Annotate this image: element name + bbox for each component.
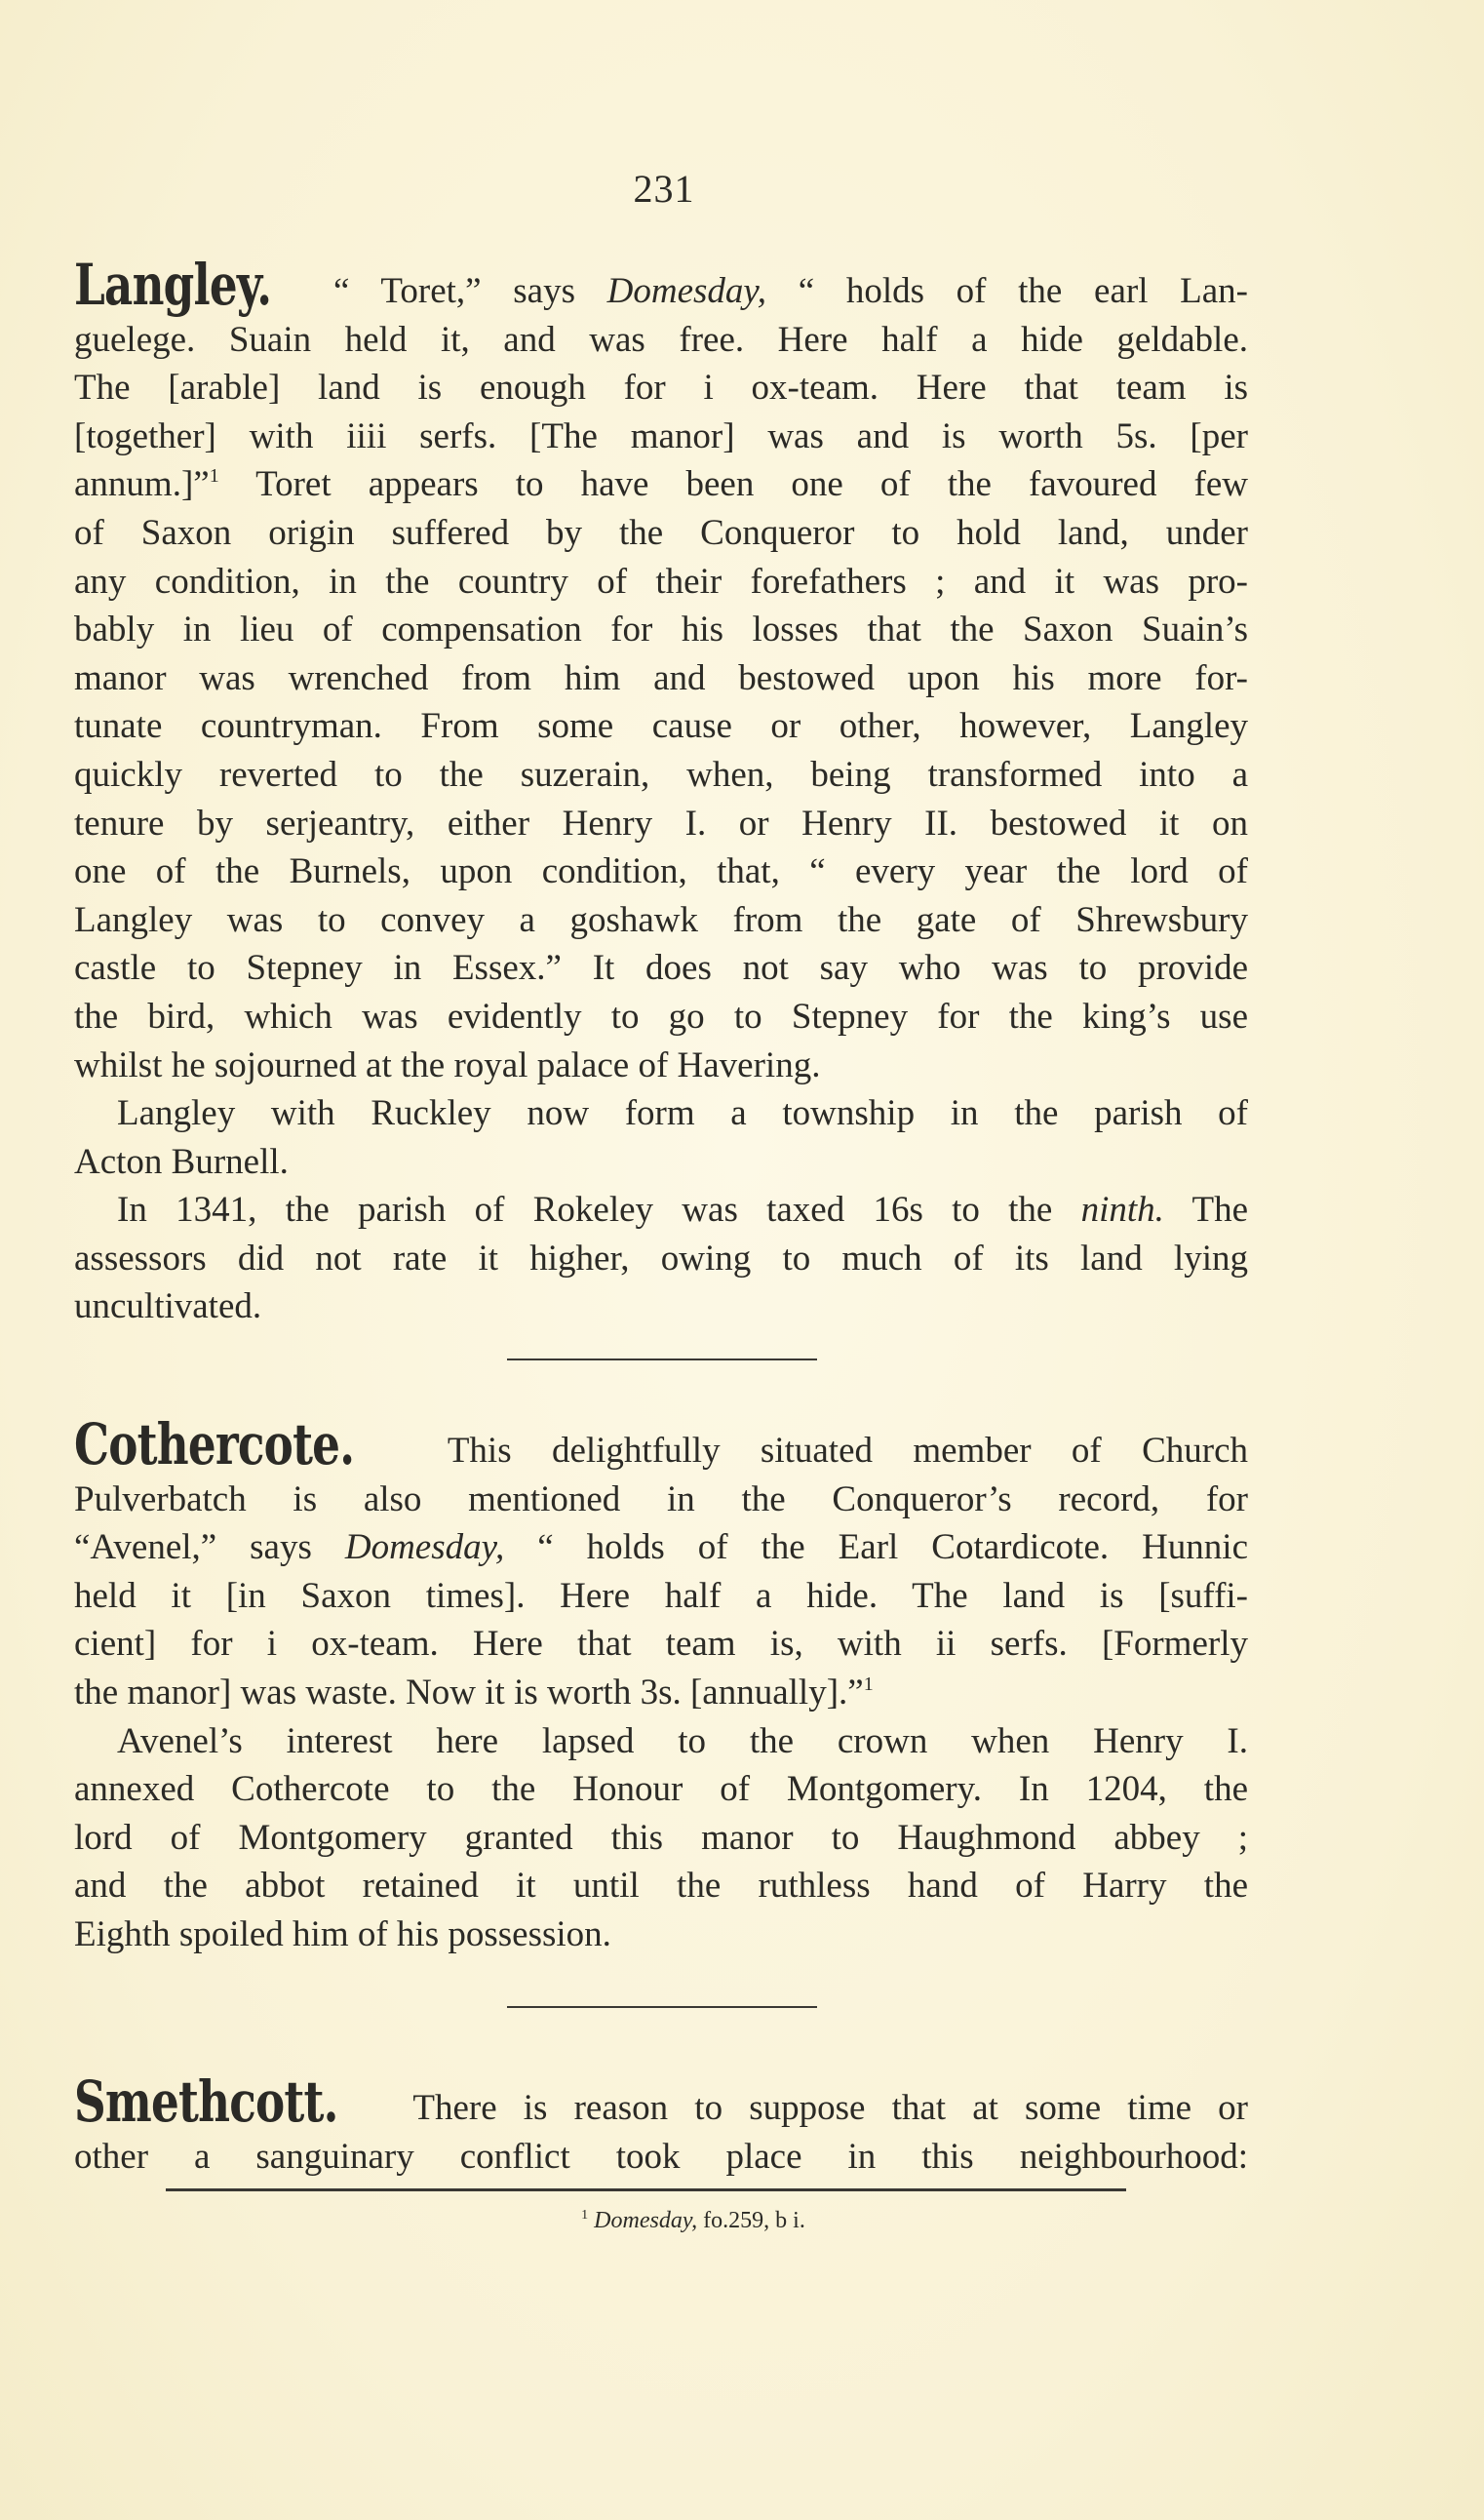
text-line: [together] with iiii serfs. [The manor] was and is worth 5s. [per bbox=[74, 415, 1248, 456]
section-heading-langley: Langley. bbox=[74, 252, 272, 318]
text-line: tenure by serjeantry, either Henry I. or Henry II. bestowed it on bbox=[74, 803, 1248, 844]
text-line: manor was wrenched from him and bestowed upon his more for- bbox=[74, 657, 1248, 698]
text-line: guelege. Suain held it, and was free. Here half a hide geldable. bbox=[74, 319, 1248, 360]
text-line: Acton Burnell. bbox=[74, 1141, 289, 1182]
section-smethcott bbox=[74, 2068, 1248, 2181]
text-line: Eighth spoiled him of his possession. bbox=[74, 1913, 611, 1954]
text-line: lord of Montgomery granted this manor to Haughmond abbey ; bbox=[74, 1817, 1248, 1858]
text-line: one of the Burnels, upon condition, that, “ every year the lord of bbox=[74, 851, 1248, 892]
section-cothercote bbox=[74, 1411, 1248, 1959]
footnote-marker: 1 bbox=[863, 1673, 874, 1695]
text-line: Pulverbatch is also mentioned in the Conqueror’s record, for bbox=[74, 1478, 1248, 1519]
text-line: annum.]”$^1$ Toret appears to have been one of the favoured few bbox=[74, 464, 1248, 505]
footnote: $^1$ Domesday, fo.259, b i. bbox=[581, 2208, 805, 2233]
text-line: “Avenel,” says Domesday, “ holds of the Earl Cotardicote. Hunnic bbox=[74, 1527, 1248, 1568]
text-line: and the abbot retained it until the ruthless hand of Harry the bbox=[74, 1866, 1248, 1907]
text-line: cient] for i ox-team. Here that team is, with ii serfs. [Formerly bbox=[74, 1624, 1248, 1665]
text-line: assessors did not rate it higher, owing to much of its land lying bbox=[74, 1238, 1248, 1279]
text-line: quickly reverted to the suzerain, when, being transformed into a bbox=[74, 754, 1248, 795]
text-line: held it [in Saxon times]. Here half a hide. The land is [suffi- bbox=[74, 1575, 1248, 1616]
text-line: tunate countryman. From some cause or other, however, Langley bbox=[74, 706, 1248, 747]
text-line: other a sanguinary conflict took place in this neighbourhood: bbox=[74, 2136, 1248, 2177]
text-line: Langley with Ruckley now form a township in the parish of bbox=[117, 1093, 1248, 1134]
section-heading-cothercote: Cothercote. bbox=[74, 1411, 355, 1477]
cothercote-line-1: Cothercote. This delightfully situated member of Church bbox=[74, 1411, 1248, 1477]
text-line: whilst he sojourned at the royal palace of Havering. bbox=[74, 1044, 821, 1085]
text-line: bably in lieu of compensation for his losses that the Saxon Suain’s bbox=[74, 610, 1248, 650]
text-line: uncultivated. bbox=[74, 1286, 262, 1327]
text-line: any condition, in the country of their forefathers ; and it was pro- bbox=[74, 561, 1248, 602]
text-line: The [arable] land is enough for i ox-team. Here that team is bbox=[74, 368, 1248, 409]
section-divider bbox=[507, 1358, 817, 1360]
section-divider bbox=[507, 2006, 817, 2008]
text-line: the bird, which was evidently to go to Stepney for the king’s use bbox=[74, 996, 1248, 1037]
smethcott-line-1: Smethcott. There is reason to suppose that at some time or bbox=[74, 2068, 1248, 2135]
text-line: annexed Cothercote to the Honour of Montgomery. In 1204, the bbox=[74, 1769, 1248, 1810]
text-line: of Saxon origin suffered by the Conqueror to hold land, under bbox=[74, 512, 1248, 553]
text-line: Avenel’s interest here lapsed to the crown when Henry I. bbox=[117, 1720, 1248, 1761]
footnote-marker: 1 bbox=[209, 465, 219, 488]
text-line: castle to Stepney in Essex.” It does not say who was to provide bbox=[74, 948, 1248, 989]
section-langley bbox=[74, 252, 1248, 1331]
footnote-rule bbox=[166, 2188, 1126, 2191]
text-line: In 1341, the parish of Rokeley was taxed 16s to the ninth. The bbox=[117, 1190, 1248, 1231]
section-heading-smethcott: Smethcott. bbox=[74, 2068, 338, 2135]
page-number: 231 bbox=[633, 167, 695, 211]
langley-line-1: Langley. “ Toret,” says Domesday, “ holds of the earl Lan- bbox=[74, 252, 1248, 318]
text-line: Langley was to convey a goshawk from the gate of Shrewsbury bbox=[74, 899, 1248, 940]
text-line: the manor] was waste. Now it is worth 3s. [annually].”$^1$ bbox=[74, 1672, 874, 1713]
footnote-marker: 1 bbox=[581, 2208, 589, 2223]
